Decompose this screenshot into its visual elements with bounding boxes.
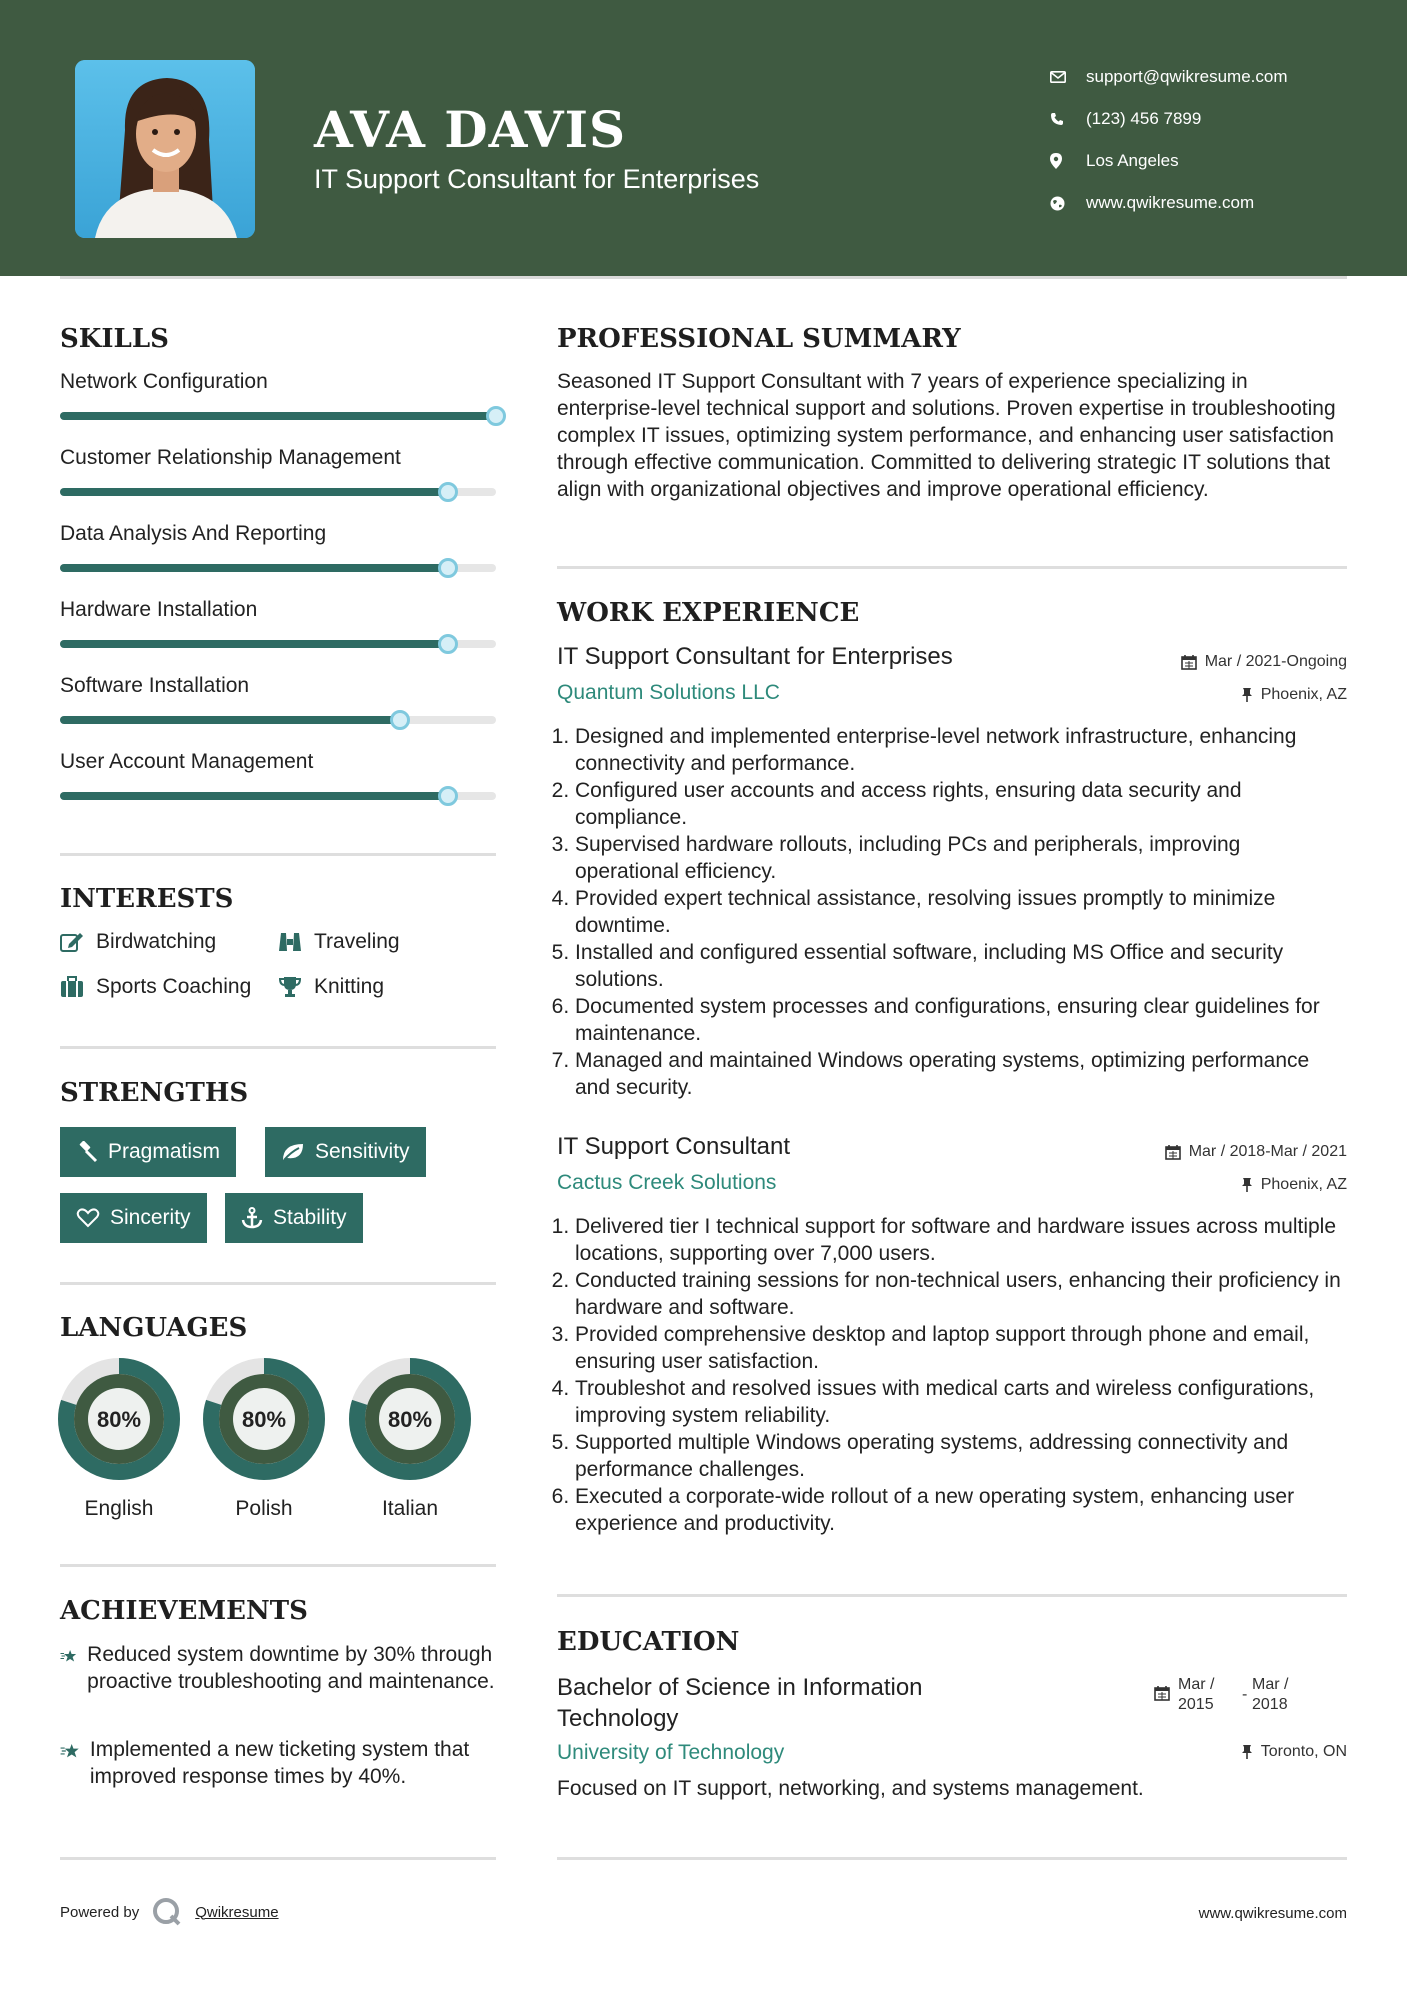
strength-label: Sincerity — [110, 1206, 191, 1229]
contact-phone-text: (123) 456 7899 — [1086, 109, 1202, 128]
skill-bar-fill — [60, 640, 448, 648]
qwikresume-link[interactable]: Qwikresume — [195, 1903, 279, 1921]
star-badge-icon — [60, 1736, 80, 1766]
contact-website-text: www.qwikresume.com — [1086, 193, 1255, 212]
achievement-text: Reduced system downtime by 30% through proactive troubleshooting and maintenance. — [87, 1643, 495, 1693]
achievements-heading: ACHIEVEMENTS — [60, 1596, 308, 1626]
job-location-text: Phoenix, AZ — [1260, 1176, 1347, 1193]
divider — [557, 1857, 1347, 1860]
language-name: English — [84, 1497, 154, 1520]
education-end: Mar / — [1252, 1676, 1289, 1693]
job-bullet: 3. Supervised hardware rollouts, including PCs and peripherals, improving operational efficiency. — [575, 831, 1347, 885]
calendar-icon — [1181, 654, 1197, 670]
contact-email-text: support@qwikresume.com — [1086, 67, 1288, 86]
resume-header — [0, 0, 1407, 276]
job-bullet: 5. Supported multiple Windows operating systems, addressing connectivity and performance challenges. — [575, 1429, 1347, 1483]
candidate-name: AVA DAVIS — [314, 100, 627, 159]
language-item — [57, 1357, 181, 1520]
pushpin-icon — [1241, 1177, 1253, 1193]
job-title: IT Support Consultant for Enterprises — [557, 643, 953, 670]
skill-bar-fill — [60, 792, 448, 800]
skill-label: Hardware Installation — [60, 598, 258, 621]
skills-heading: SKILLS — [60, 324, 169, 354]
education-description: Focused on IT support, networking, and systems management. — [557, 1777, 1144, 1800]
job-bullet: 4. Troubleshot and resolved issues with medical carts and wireless configurations, improving system reliability. — [575, 1375, 1347, 1429]
pushpin-icon — [1241, 1744, 1253, 1760]
anchor-icon — [241, 1207, 263, 1229]
envelope-icon — [1050, 71, 1086, 83]
language-name: Polish — [235, 1497, 293, 1520]
degree-title — [557, 1672, 923, 1734]
interest-label: Sports Coaching — [96, 975, 252, 998]
language-item — [202, 1357, 326, 1520]
skill-label: Software Installation — [60, 674, 250, 697]
job-title: IT Support Consultant — [557, 1133, 791, 1160]
heart-icon — [76, 1208, 100, 1228]
interest-label: Traveling — [314, 930, 400, 953]
contact-phone[interactable] — [1050, 98, 1288, 140]
job-bullet: 2. Conducted training sessions for non-technical users, enhancing their proficiency in hardware and software. — [575, 1267, 1347, 1321]
achievement-item — [60, 1641, 500, 1695]
strength-label: Stability — [273, 1206, 347, 1229]
candidate-title: IT Support Consultant for Enterprises — [314, 164, 760, 194]
leaf-icon — [281, 1142, 305, 1162]
strength-tag-pragmatism — [60, 1127, 236, 1177]
summary-text: Seasoned IT Support Consultant with 7 years of experience specializing in enterprise-level technical support and solutions. Proven expertise in troubleshooting complex IT issues, optimizing system performance, and enhancing user satisfaction through effective communication. Committed to delivering strategic IT solutions that align with organizational objectives and improve operational efficiency. — [557, 370, 1336, 501]
star-badge-icon — [60, 1641, 77, 1671]
skill-bar-track — [60, 716, 496, 724]
phone-icon — [1050, 112, 1086, 126]
footer-powered-by — [60, 1896, 279, 1928]
contact-website[interactable] — [1050, 182, 1288, 224]
interest-item — [278, 975, 384, 999]
globe-icon — [1050, 196, 1086, 211]
job-dates-text: Mar / 2018-Mar / 2021 — [1188, 1143, 1347, 1160]
skill-bar-knob — [390, 710, 410, 730]
language-name: Italian — [381, 1497, 439, 1520]
skill-bar-knob — [486, 406, 506, 426]
skill-bar-track — [60, 564, 496, 572]
divider — [60, 1857, 496, 1860]
skill-bar-track — [60, 488, 496, 496]
divider — [557, 1594, 1347, 1597]
qwikresume-logo-icon — [151, 1896, 183, 1928]
skill-bar-track — [60, 640, 496, 648]
divider — [60, 853, 496, 856]
job-bullet: 3. Provided comprehensive desktop and laptop support through phone and email, ensuring user satisfaction. — [575, 1321, 1347, 1375]
contact-location-text: Los Angeles — [1086, 151, 1179, 170]
interest-label: Knitting — [314, 975, 385, 998]
powered-by-label: Powered by — [60, 1903, 140, 1921]
profile-photo — [75, 60, 255, 238]
languages-heading: LANGUAGES — [60, 1313, 248, 1343]
skill-label: Network Configuration — [60, 370, 268, 393]
company-name: Quantum Solutions LLC — [557, 681, 780, 704]
education-start: Mar / — [1178, 1676, 1215, 1693]
skill-bar-knob — [438, 634, 458, 654]
strengths-heading: STRENGTHS — [60, 1078, 249, 1108]
work-heading: WORK EXPERIENCE — [557, 598, 860, 628]
date-dash: - — [1242, 1686, 1248, 1703]
calendar-icon — [1165, 1144, 1181, 1160]
header-divider — [60, 276, 1347, 279]
briefcase-icon — [60, 976, 84, 998]
footer-website[interactable]: www.qwikresume.com — [1198, 1905, 1347, 1922]
skill-bar-knob — [438, 786, 458, 806]
company-name: Cactus Creek Solutions — [557, 1171, 777, 1194]
language-ring — [57, 1357, 181, 1481]
divider — [60, 1046, 496, 1049]
divider — [60, 1282, 496, 1285]
language-percent: 80% — [387, 1407, 433, 1432]
language-ring — [202, 1357, 326, 1481]
pencil-square-icon — [60, 931, 84, 953]
language-item — [348, 1357, 472, 1520]
strength-tag-sincerity — [60, 1193, 207, 1243]
strength-label: Pragmatism — [108, 1140, 221, 1163]
skill-bar-fill — [60, 412, 496, 420]
job-bullet: 7. Managed and maintained Windows operating systems, optimizing performance and security. — [575, 1047, 1347, 1101]
skill-bar-track — [60, 792, 496, 800]
job-bullet: 6. Executed a corporate-wide rollout of a new operating system, enhancing user experience and productivity. — [575, 1483, 1347, 1537]
skill-label: Customer Relationship Management — [60, 446, 401, 469]
job-location-text: Phoenix, AZ — [1260, 686, 1347, 703]
skill-bar-fill — [60, 564, 448, 572]
skill-bar-track — [60, 412, 496, 420]
job-location — [1241, 1176, 1347, 1194]
language-ring — [348, 1357, 472, 1481]
interest-item — [60, 975, 251, 999]
job-bullets — [557, 1213, 1347, 1537]
degree-line: Bachelor of Science in Information — [557, 1674, 923, 1701]
strength-tag-sensitivity — [265, 1127, 426, 1177]
job-bullet: 6. Documented system processes and configurations, ensuring clear guidelines for maintenance. — [575, 993, 1347, 1047]
education-end: 2018 — [1252, 1696, 1288, 1713]
degree-line: Technology — [557, 1705, 679, 1732]
map-pin-icon — [1050, 153, 1086, 169]
skill-bar-knob — [438, 558, 458, 578]
job-bullet: 1. Designed and implemented enterprise-level network infrastructure, enhancing connectivity and performance. — [575, 723, 1347, 777]
calendar-icon — [1154, 1685, 1170, 1701]
trophy-icon — [278, 976, 302, 998]
summary-heading: PROFESSIONAL SUMMARY — [557, 324, 961, 354]
language-percent: 80% — [96, 1407, 142, 1432]
interests-heading: INTERESTS — [60, 884, 234, 914]
interest-item — [278, 930, 400, 954]
gavel-icon — [76, 1141, 98, 1163]
job-bullet: 4. Provided expert technical assistance, resolving issues promptly to minimize downtime. — [575, 885, 1347, 939]
job-bullet: 2. Configured user accounts and access rights, ensuring data security and compliance. — [575, 777, 1347, 831]
strength-label: Sensitivity — [315, 1140, 410, 1163]
contact-list — [1050, 56, 1288, 224]
language-percent: 80% — [241, 1407, 287, 1432]
school-name: University of Technology — [557, 1741, 785, 1764]
achievement-item — [60, 1736, 500, 1790]
job-dates — [1165, 1143, 1347, 1161]
job-dates-text: Mar / 2021-Ongoing — [1204, 653, 1347, 670]
skill-bar-knob — [438, 482, 458, 502]
interest-label: Birdwatching — [96, 930, 217, 953]
interest-item — [60, 930, 216, 954]
job-bullets — [557, 723, 1347, 1101]
divider — [60, 1564, 496, 1567]
contact-location — [1050, 140, 1288, 182]
education-start: 2015 — [1178, 1696, 1214, 1713]
education-location — [1241, 1743, 1347, 1761]
binoculars-icon — [278, 931, 302, 953]
divider — [557, 566, 1347, 569]
job-bullet: 5. Installed and configured essential software, including MS Office and security solutions. — [575, 939, 1347, 993]
education-dates — [1154, 1675, 1288, 1715]
contact-email[interactable] — [1050, 56, 1288, 98]
job-bullet: 1. Delivered tier I technical support for software and hardware issues across multiple locations, supporting over 7,000 users. — [575, 1213, 1347, 1267]
skill-label: User Account Management — [60, 750, 314, 773]
skill-label: Data Analysis And Reporting — [60, 522, 327, 545]
skill-bar-fill — [60, 488, 448, 496]
strength-tag-stability — [225, 1193, 363, 1243]
education-location-text: Toronto, ON — [1260, 1743, 1347, 1760]
job-dates — [1181, 653, 1347, 671]
pushpin-icon — [1241, 687, 1253, 703]
achievement-text: Implemented a new ticketing system that improved response times by 40%. — [89, 1738, 470, 1788]
skill-bar-fill — [60, 716, 400, 724]
job-location — [1241, 686, 1347, 704]
education-heading: EDUCATION — [557, 1627, 740, 1657]
